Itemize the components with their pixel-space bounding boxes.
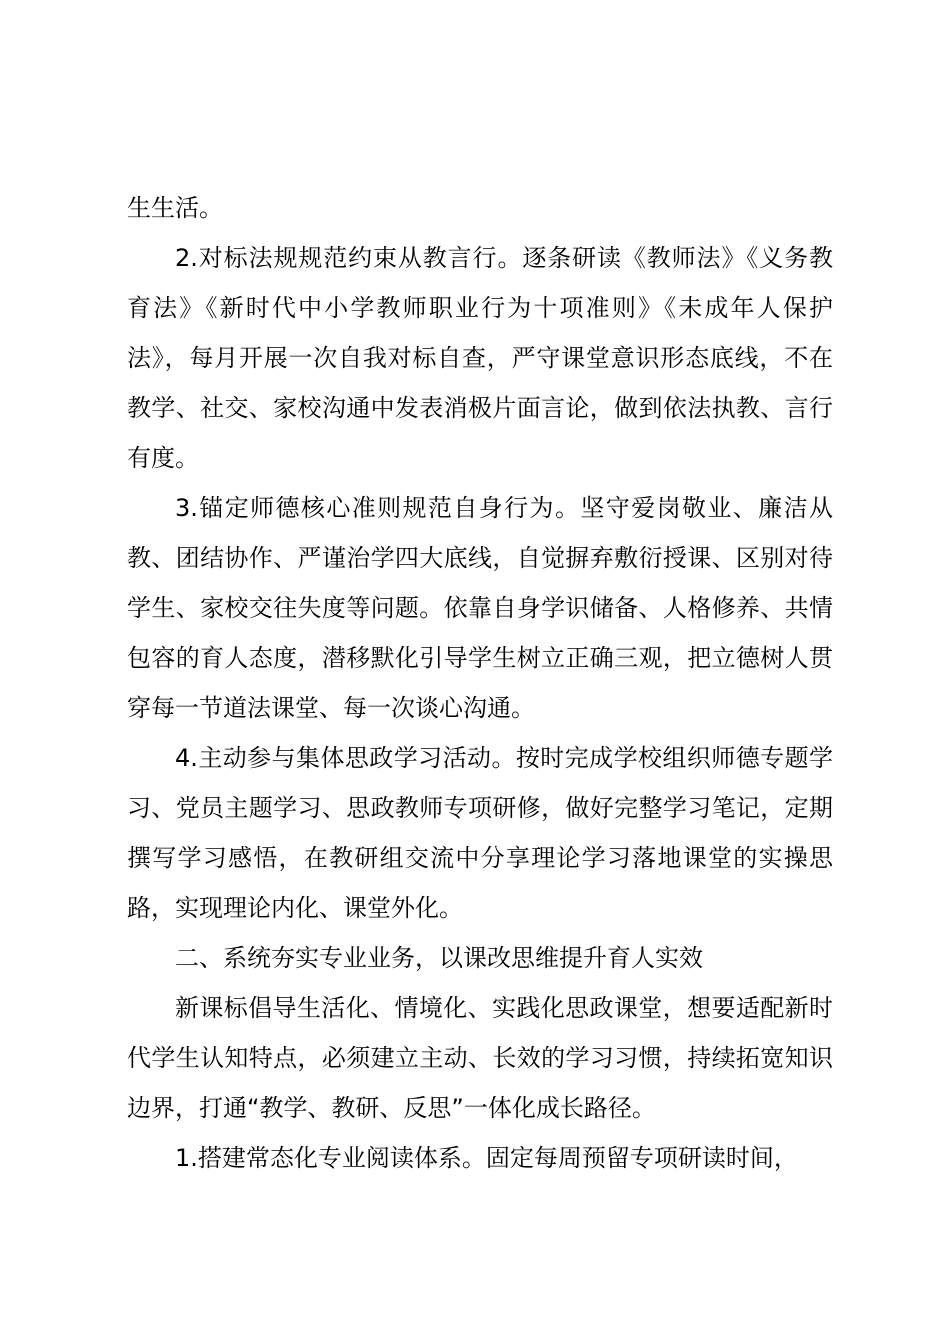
- document-page: [127, 183, 833, 1183]
- section-heading-2: 二、系统夯实专业业务，以课改思维提升育人实效: [175, 944, 703, 972]
- paragraph-subitem-1: 1.搭建常态化专业阅读体系。固定每周预留专项研读时间，: [175, 1144, 798, 1172]
- paragraph-continuation: 生生活。: [127, 194, 223, 222]
- paragraph-item-2: 2.对标法规规范约束从教言行。逐条研读《教师法》《义务教育法》《新时代中小学教师职业行为十项准则》《未成年人保护法》，每月开展一次自我对标自查，严守课堂意识形态底线，不在教学、社交、家校沟通中发表消极片面言论，做到依法执教、言行有度。: [127, 244, 833, 472]
- section-intro-paragraph: 新课标倡导生活化、情境化、实践化思政课堂，想要适配新时代学生认知特点，必须建立主动、长效的学习习惯，持续拓宽知识边界，打通“教学、教研、反思”一体化成长路径。: [127, 994, 833, 1122]
- paragraph-item-3: 3.锚定师德核心准则规范自身行为。坚守爱岗敬业、廉洁从教、团结协作、严谨治学四大底线，自觉摒弃敷衍授课、区别对待学生、家校交往失度等问题。依靠自身学识储备、人格修养、共情包容的育人态度，潜移默化引导学生树立正确三观，把立德树人贯穿每一节道法课堂、每一次谈心沟通。: [127, 494, 833, 722]
- paragraph-item-4: 4.主动参与集体思政学习活动。按时完成学校组织师德专题学习、党员主题学习、思政教师专项研修，做好完整学习笔记，定期撰写学习感悟，在教研组交流中分享理论学习落地课堂的实操思路，实现理论内化、课堂外化。: [127, 744, 833, 922]
